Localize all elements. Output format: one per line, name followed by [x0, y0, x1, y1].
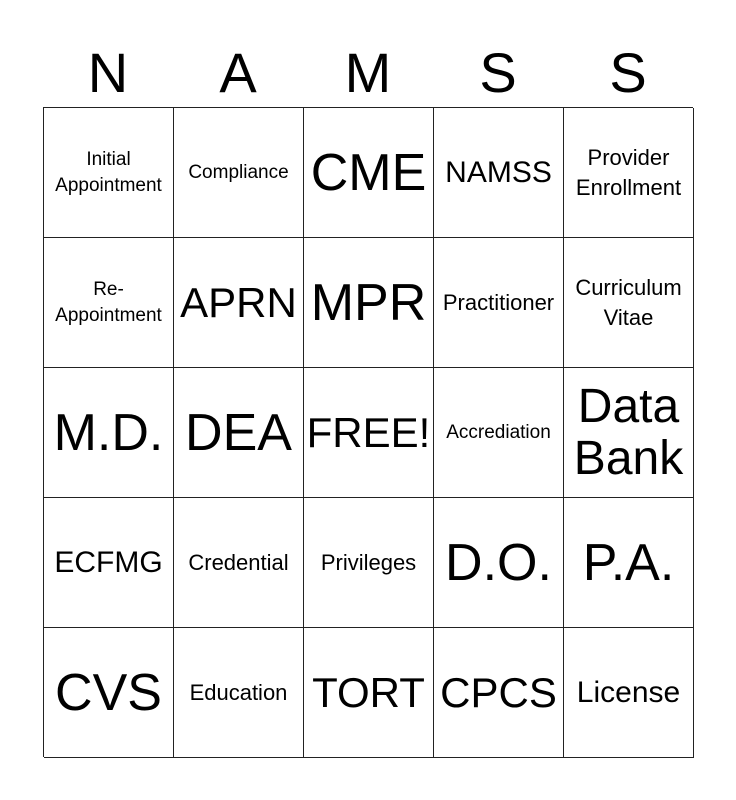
- cell-label: Accrediation: [446, 421, 551, 443]
- cell-label: Curriculum Vitae: [575, 274, 682, 330]
- cell-label: Compliance: [188, 161, 289, 183]
- bingo-cell[interactable]: [564, 238, 694, 368]
- bingo-cell[interactable]: [564, 498, 694, 628]
- cell-label: CVS: [55, 663, 162, 722]
- cell-label: Provider Enrollment: [575, 144, 682, 200]
- cell-label: TORT: [312, 668, 425, 716]
- bingo-cell[interactable]: [434, 238, 564, 368]
- cell-label: APRN: [180, 278, 297, 326]
- bingo-cell[interactable]: [44, 368, 174, 498]
- free-space-label: FREE!: [306, 408, 431, 456]
- bingo-card-grid: [43, 107, 693, 757]
- bingo-cell[interactable]: [44, 498, 174, 628]
- cell-label: Initial Appointment: [55, 148, 162, 196]
- cell-label: ECFMG: [54, 545, 163, 579]
- cell-label: Data Bank: [573, 379, 684, 485]
- free-space-cell[interactable]: [304, 368, 434, 498]
- header-letter-n: N: [87, 41, 129, 104]
- bingo-cell[interactable]: [434, 108, 564, 238]
- bingo-cell[interactable]: [44, 108, 174, 238]
- bingo-cell[interactable]: [434, 628, 564, 758]
- cell-label: Education: [189, 679, 288, 705]
- bingo-cell[interactable]: [174, 238, 304, 368]
- cell-label: Re- Appointment: [55, 278, 162, 326]
- header-letter-a: A: [219, 41, 257, 104]
- cell-label: Credential: [188, 549, 289, 575]
- cell-label: D.O.: [445, 533, 552, 592]
- bingo-cell[interactable]: [564, 368, 694, 498]
- bingo-cell[interactable]: [434, 368, 564, 498]
- bingo-cell[interactable]: [304, 108, 434, 238]
- bingo-cell[interactable]: [174, 368, 304, 498]
- bingo-cell[interactable]: [564, 108, 694, 238]
- bingo-header: [43, 38, 693, 108]
- cell-label: Privileges: [320, 549, 417, 575]
- bingo-cell[interactable]: [304, 498, 434, 628]
- cell-label: Practitioner: [442, 289, 555, 315]
- header-letter-s1: S: [479, 41, 517, 104]
- header-letter-s2: S: [609, 41, 647, 104]
- cell-label: MPR: [310, 273, 427, 332]
- cell-label: P.A.: [582, 533, 675, 592]
- bingo-cell[interactable]: [174, 498, 304, 628]
- cell-label: NAMSS: [445, 155, 552, 189]
- cell-label: CPCS: [440, 668, 557, 716]
- bingo-cell[interactable]: [564, 628, 694, 758]
- bingo-cell[interactable]: [434, 498, 564, 628]
- cell-label: CME: [310, 143, 427, 202]
- bingo-cell[interactable]: [44, 628, 174, 758]
- bingo-cell[interactable]: [44, 238, 174, 368]
- bingo-cell[interactable]: [174, 628, 304, 758]
- header-letter-m: M: [344, 41, 392, 104]
- cell-label: License: [576, 675, 681, 709]
- bingo-cell[interactable]: [304, 628, 434, 758]
- bingo-cell[interactable]: [174, 108, 304, 238]
- cell-label: M.D.: [53, 403, 164, 462]
- bingo-cell[interactable]: [304, 238, 434, 368]
- cell-label: DEA: [185, 403, 292, 462]
